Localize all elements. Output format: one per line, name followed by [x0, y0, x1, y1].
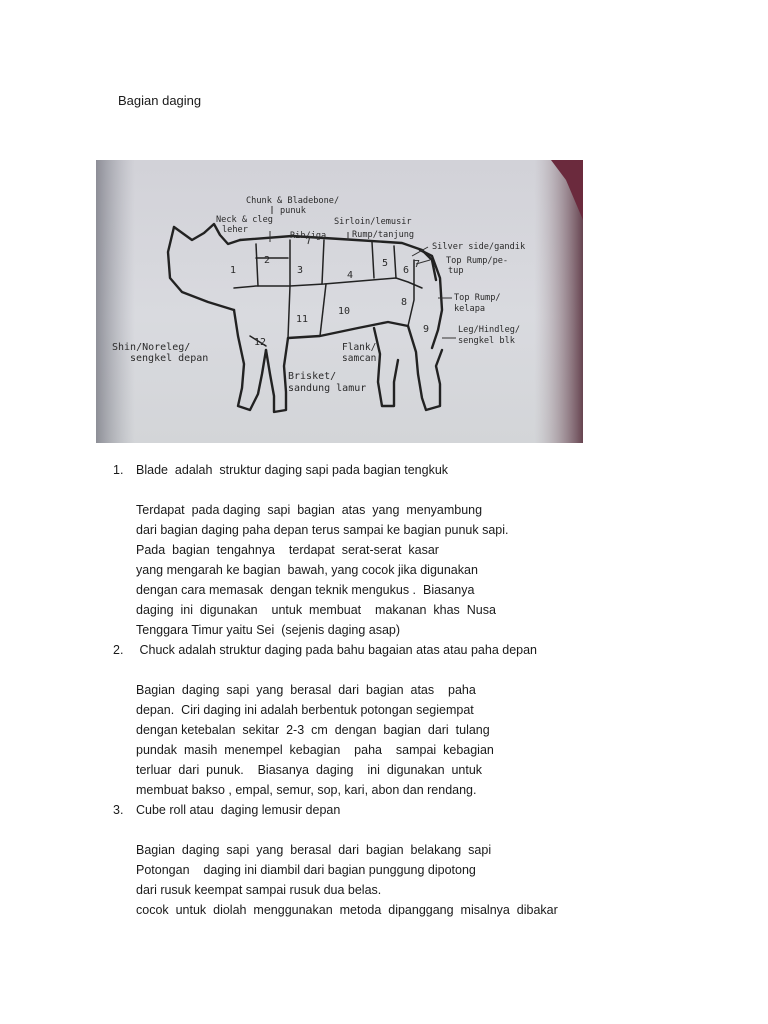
paragraph-line: yang mengarah ke bagian bawah, yang cocok jika digunakan: [136, 563, 478, 577]
label-rump: Rump/tanjung: [352, 230, 415, 240]
paragraph-line: Bagian daging sapi yang berasal dari bagian belakang sapi: [136, 843, 492, 857]
list-number: 1.: [113, 463, 124, 477]
region-number-8: 8: [401, 297, 408, 308]
region-number-2: 2: [264, 255, 271, 266]
region-number-5: 5: [382, 258, 389, 269]
document-title: Bagian daging: [118, 93, 202, 108]
region-number-12: 12: [254, 337, 267, 348]
paragraph-line: terluar dari punuk. Biasanya daging ini digunakan untuk: [136, 763, 483, 777]
label-neck: Neck & cleg: [216, 215, 273, 225]
region-number-11: 11: [296, 314, 309, 325]
label-flank-b: samcan: [342, 353, 377, 364]
beef-cuts-photo: [96, 160, 583, 443]
label-shin-b: sengkel depan: [130, 353, 209, 364]
paragraph-line: Potongan daging ini diambil dari bagian punggung dipotong: [136, 863, 476, 877]
region-number-4: 4: [347, 270, 354, 281]
region-number-6: 6: [403, 265, 410, 276]
paragraph-line: Terdapat pada daging sapi bagian atas yang menyambung: [136, 503, 483, 517]
paragraph-line: dari bagian daging paha depan terus sampai ke bagian punuk sapi.: [136, 523, 509, 537]
paragraph-line: Bagian daging sapi yang berasal dari bagian atas paha: [136, 683, 476, 697]
region-number-9: 9: [423, 324, 430, 335]
label-punuk: punuk: [280, 206, 306, 216]
label-flank-a: Flank/: [342, 342, 377, 353]
cow-diagram: [96, 160, 583, 443]
paragraph-line: Tenggara Timur yaitu Sei (sejenis daging asap): [136, 623, 401, 637]
label-top-rump-2b: kelapa: [454, 304, 486, 314]
region-number-7: 7: [414, 259, 421, 270]
region-number-3: 3: [297, 265, 304, 276]
label-top-rump-1a: Top Rump/pe-: [446, 256, 509, 266]
label-brisket-b: sandung lamur: [288, 383, 367, 394]
label-top-rump-2a: Top Rump/: [454, 293, 501, 303]
list-heading: Blade adalah struktur daging sapi pada bagian tengkuk: [136, 463, 449, 477]
label-leher: leher: [222, 225, 248, 235]
label-silver: Silver side/gandik: [432, 242, 526, 252]
region-number-1: 1: [230, 265, 237, 276]
list-number: 3.: [113, 803, 124, 817]
paragraph-line: depan. Ciri daging ini adalah berbentuk potongan segiempat: [136, 703, 474, 717]
photo-shading: [96, 160, 583, 443]
label-leg-b: sengkel blk: [458, 336, 515, 346]
paragraph-line: cocok untuk diolah menggunakan metoda dipanggang misalnya dibakar: [136, 903, 558, 917]
paragraph-line: pundak masih menempel kebagian paha sampai kebagian: [136, 743, 494, 757]
label-brisket-a: Brisket/: [288, 371, 337, 382]
label-leg-a: Leg/Hindleg/: [458, 325, 521, 335]
region-number-10: 10: [338, 306, 351, 317]
paragraph-line: dengan cara memasak dengan teknik mengukus . Biasanya: [136, 583, 475, 597]
paragraph-line: daging ini digunakan untuk membuat makanan khas Nusa: [136, 603, 496, 617]
label-sirloin: Sirloin/lemusir: [334, 217, 412, 227]
paragraph-line: dari rusuk keempat sampai rusuk dua belas.: [136, 883, 382, 897]
list-number: 2.: [113, 643, 124, 657]
paragraph-line: membuat bakso , empal, semur, sop, kari, abon dan rendang.: [136, 783, 477, 797]
label-chunk: Chunk & Bladebone/: [246, 196, 340, 206]
paragraph-line: dengan ketebalan sekitar 2-3 cm dengan bagian dari tulang: [136, 723, 490, 737]
list-heading: Chuck adalah struktur daging pada bahu bagaian atas atau paha depan: [136, 643, 538, 657]
label-shin-a: Shin/Noreleg/: [112, 342, 191, 353]
list-heading: Cube roll atau daging lemusir depan: [136, 803, 341, 817]
label-top-rump-1b: tup: [448, 266, 464, 276]
paragraph-line: Pada bagian tengahnya terdapat serat-serat kasar: [136, 543, 439, 557]
label-rib: Rib/iga: [290, 231, 327, 241]
